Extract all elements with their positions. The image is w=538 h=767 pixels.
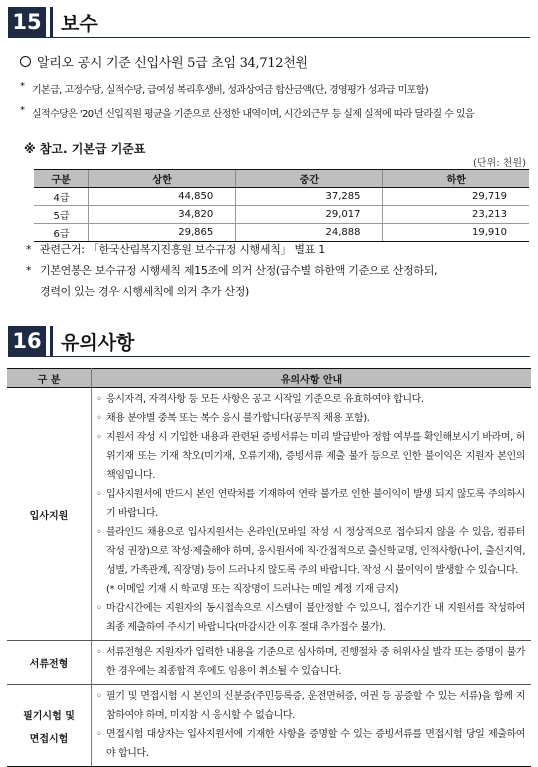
- exam-interview-notes: [92, 685, 532, 767]
- lower-cell: 19,910: [383, 224, 529, 242]
- lower-cell: 23,213: [383, 206, 529, 224]
- upper-cell: 34,820: [88, 206, 235, 224]
- list-item: ◦ 채용 분야별 중복 또는 복수 응시 불가합니다(공무직 채용 포함).: [96, 409, 525, 428]
- base-pay-table-title: ※ 참고. 기본급 기준표: [24, 142, 146, 156]
- table-row: [34, 188, 529, 206]
- header-category: 구 분: [7, 369, 92, 388]
- section-15-header: [8, 7, 98, 37]
- header-upper: 상한: [88, 170, 235, 188]
- table-row: [34, 206, 529, 224]
- category-line-2: 면접시험: [29, 733, 69, 745]
- table-header-row: [34, 170, 529, 188]
- notice-table: [7, 368, 531, 767]
- basis-note: * 관련근거: 「한국산림복지진흥원 보수규정 시행세칙」 별표 1: [40, 239, 437, 260]
- table-unit: (단위: 천원): [473, 158, 526, 169]
- table-row: [7, 641, 531, 685]
- middle-cell: 37,285: [236, 188, 383, 206]
- document-screening-notes: [92, 641, 532, 685]
- salary-note-1: * 기본급, 고정수당, 실적수당, 급여성 복리후생비, 성과상여금 합산금액(단, 경영평가 성과급 미포함): [32, 81, 428, 96]
- base-pay-note-line-2: 경력이 있는 경우 시행세칙에 의거 추가 산정): [40, 285, 250, 298]
- section-number: 15: [8, 7, 46, 37]
- category-document-screening: 서류전형: [7, 641, 92, 685]
- salary-basis-notes: [40, 239, 437, 302]
- middle-cell: 29,017: [236, 206, 383, 224]
- list-item: ◦ 마감시간에는 지원자의 동시접속으로 시스템이 불안정할 수 있으니, 접수기간 내 지원서를 작성하여 최종 제출하여 주시기 바랍니다(마감시간 이후 절대 추가접수 불가).: [96, 599, 525, 637]
- table-row: [7, 388, 531, 641]
- list-item: ◦ 지원서 작성 시 기입한 내용과 관련된 증빙서류는 미리 발급받아 정합 여부를 확인해보시기 바라며, 허위기재 또는 기재 착오(미기재, 오류기재), 증빙서류 제출 불가 등으로 인한 불이익은 지원자 본인의 책임입니다.: [96, 428, 525, 485]
- list-item: ◦ 필기 및 면접시험 시 본인의 신분증(주민등록증, 운전면허증, 여권 등 공증할 수 있는 서류)을 함께 지참하여야 하며, 미지참 시 응시할 수 없습니다.: [96, 687, 525, 725]
- section-15-rule: [8, 37, 530, 38]
- salary-note-2: * 실적수당은 '20년 신입직원 평균을 기준으로 산정한 내역이며, 시간외근무 등 실제 실적에 따라 달라질 수 있음: [32, 105, 474, 120]
- table-header-row: [7, 369, 531, 388]
- section-number: 16: [8, 326, 46, 356]
- header-middle: 중간: [236, 170, 383, 188]
- header-grade: 구분: [34, 170, 88, 188]
- circle-bullet-icon: [20, 56, 31, 67]
- grade-cell: 6급: [34, 224, 88, 242]
- grade-cell: 4급: [34, 188, 88, 206]
- list-item: ◦ 서류전형은 지원자가 입력한 내용을 기준으로 심사하며, 진행절차 중 허위사실 발각 또는 증명이 불가한 경우에는 최종합격 후에도 임용이 취소될 수 있습니다.: [96, 643, 525, 681]
- starting-salary-text: 알리오 공시 기준 신입사원 5급 초임 34,712천원: [37, 56, 308, 71]
- starting-salary-line: [20, 52, 308, 71]
- upper-cell: 44,850: [88, 188, 235, 206]
- section-title: 유의사항: [61, 331, 135, 354]
- header-lower: 하한: [383, 170, 529, 188]
- category-application: 입사지원: [7, 388, 92, 641]
- section-16-rule: [8, 356, 530, 357]
- base-pay-note-line-1: * 기본연봉은 보수규정 시행세칙 제15조에 의거 산정(급수별 하한액 기준으로 산정하되,: [40, 260, 437, 281]
- middle-cell: 24,888: [236, 224, 383, 242]
- list-item: ◦ 블라인드 채용으로 입사지원서는 온라인(모바일 작성 시 정상적으로 접수되지 않을 수 있음, 컴퓨터 작성 권장)으로 작성·제출해야 하며, 응시원서에 직·간접적으로 출신학교명, 인적사항(나이, 출신지역, 성별, 가족관계, 직장명) 등이 드러나지 않도록 주의 바랍니다. 작성 시 불이익이 발생할 수 있습니다.: [96, 523, 525, 580]
- category-exam-interview: [7, 685, 92, 767]
- upper-cell: 29,865: [88, 224, 235, 242]
- base-pay-table: [34, 169, 529, 242]
- application-notes: [92, 388, 532, 641]
- section-16-header: [8, 326, 134, 356]
- list-item: ◦ 면접시험 대상자는 입사지원서에 기재한 사항을 증명할 수 있는 증빙서류를 면접시험 당일 제출하여야 합니다.: [96, 725, 525, 763]
- category-line-1: 필기시험 및: [23, 710, 75, 722]
- email-sub-note: (* 이메일 기재 시 학교명 또는 직장명이 드러나는 메일 계정 기재 금지): [106, 584, 399, 595]
- table-row: [7, 685, 531, 767]
- header-guidance: 유의사항 안내: [92, 369, 532, 388]
- section-title: 보수: [61, 12, 98, 35]
- lower-cell: 29,719: [383, 188, 529, 206]
- grade-cell: 5급: [34, 206, 88, 224]
- list-item: ◦ 응시자격, 자격사항 등 모든 사항은 공고 시작일 기준으로 유효하여야 합니다.: [96, 390, 525, 409]
- list-item: ◦ 입사지원서에 반드시 본인 연락처를 기재하여 연락 불가로 인한 불이익이 발생 되지 않도록 주의하시기 바랍니다.: [96, 485, 525, 523]
